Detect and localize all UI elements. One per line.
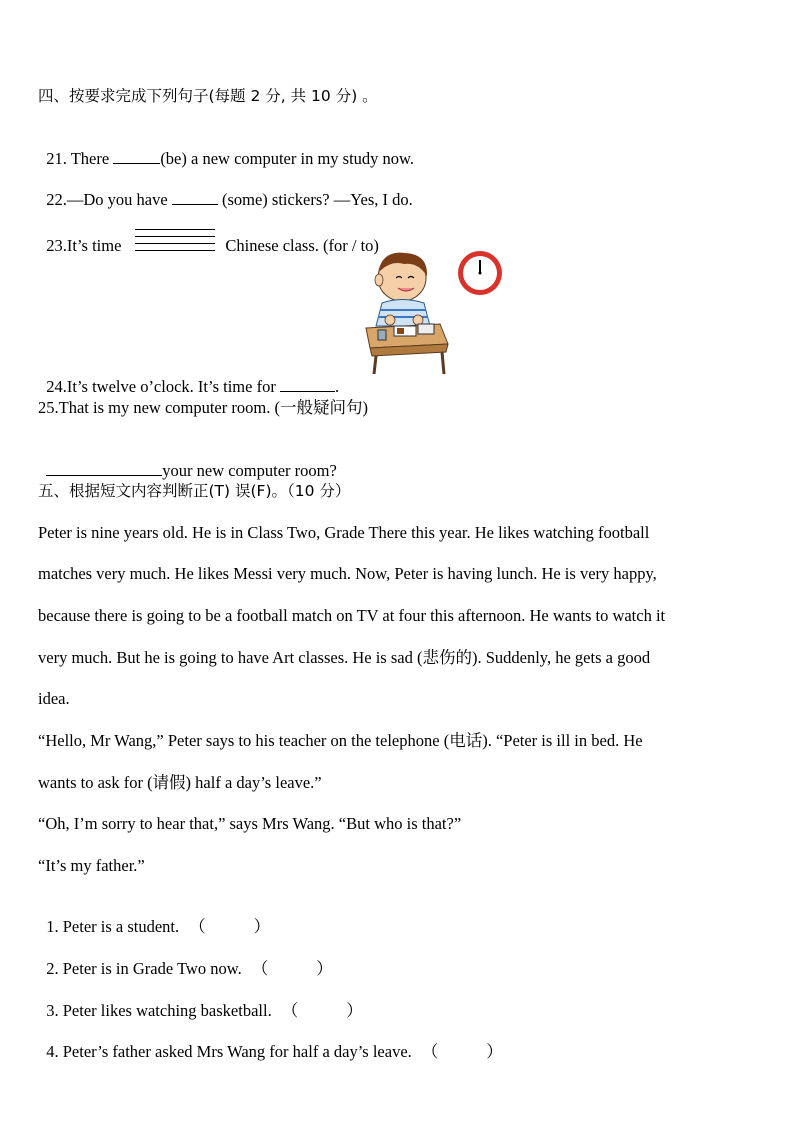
answer-paren-close: ）	[346, 1001, 363, 1020]
question-24	[38, 357, 339, 397]
passage-line: “Oh, I’m sorry to hear that,” says Mrs Wang. “But who is that?”	[38, 814, 462, 833]
q24-blank[interactable]	[280, 377, 335, 392]
answer-paren-open[interactable]: （	[251, 959, 269, 978]
passage-line: very much. But he is going to have Art classes. He is sad (悲伤的). Suddenly, he gets a good	[38, 648, 651, 667]
q21-part-a: . There	[62, 149, 114, 168]
q25-blank[interactable]	[46, 461, 162, 476]
section4-heading: 四、按要求完成下列句子(每题 2 分, 共 10 分) 。	[38, 87, 378, 105]
tf-question-text: 2. Peter is in Grade Two now.	[46, 959, 242, 978]
question-25: 25.That is my new computer room. (一般疑问句)	[38, 398, 368, 417]
clock-icon	[458, 251, 502, 295]
answer-paren-open[interactable]: （	[281, 1001, 299, 1020]
q21-number: 21	[46, 149, 63, 168]
tf-question-2	[38, 939, 333, 979]
passage-line: “It’s my father.”	[38, 856, 145, 875]
passage-line: matches very much. He likes Messi very much. Now, Peter is having lunch. He is very happy,	[38, 564, 657, 583]
answer-paren-close: ）	[316, 959, 333, 978]
question-21	[38, 129, 414, 169]
q21-blank[interactable]	[113, 149, 160, 164]
boy-eating-lunch-icon	[360, 248, 510, 378]
q23-part-a: 23.It’s time	[46, 236, 122, 255]
answer-paren-close: ）	[486, 1042, 503, 1061]
q25-answer-tail: your new computer room?	[162, 461, 337, 480]
q23-part-b: Chinese class. (for / to)	[225, 236, 379, 255]
tf-question-3	[38, 981, 363, 1021]
passage-line: because there is going to be a football match on TV at four this afternoon. He wants to watch it	[38, 606, 666, 625]
answer-paren-open[interactable]: （	[189, 917, 206, 936]
passage-line: idea.	[38, 689, 70, 708]
section5-heading: 五、根据短文内容判断正(T) 误(F)。（10 分）	[38, 482, 351, 500]
passage-line: “Hello, Mr Wang,” Peter says to his teacher on the telephone (电话). “Peter is ill in bed. He	[38, 731, 643, 750]
question-22	[38, 170, 413, 210]
q21-part-b: (be) a new computer in my study now.	[160, 149, 415, 168]
q23-four-line-blank[interactable]	[135, 236, 215, 258]
passage-line: Peter is nine years old. He is in Class Two, Grade There this year. He likes watching football	[38, 523, 650, 542]
tf-question-text: 1. Peter is a student.	[46, 917, 180, 936]
tf-question-4	[38, 1022, 503, 1062]
q24-part-a: 24.It’s twelve o’clock. It’s time for	[46, 377, 280, 396]
answer-paren-open[interactable]: （	[421, 1042, 439, 1061]
q22-part-a: 22.—Do you have	[46, 190, 172, 209]
q22-blank[interactable]	[172, 190, 218, 205]
question-25-answer-line	[38, 441, 337, 481]
passage-line: wants to ask for (请假) half a day’s leave.”	[38, 773, 322, 792]
question-23	[38, 216, 379, 258]
q24-part-b: .	[334, 377, 340, 396]
tf-question-1	[38, 897, 270, 937]
q22-part-b: (some) stickers? —Yes, I do.	[217, 190, 413, 209]
tf-question-text: 3. Peter likes watching basketball.	[46, 1001, 272, 1020]
answer-paren-close: ）	[253, 917, 271, 936]
tf-question-text: 4. Peter’s father asked Mrs Wang for half a day’s leave.	[46, 1042, 412, 1061]
